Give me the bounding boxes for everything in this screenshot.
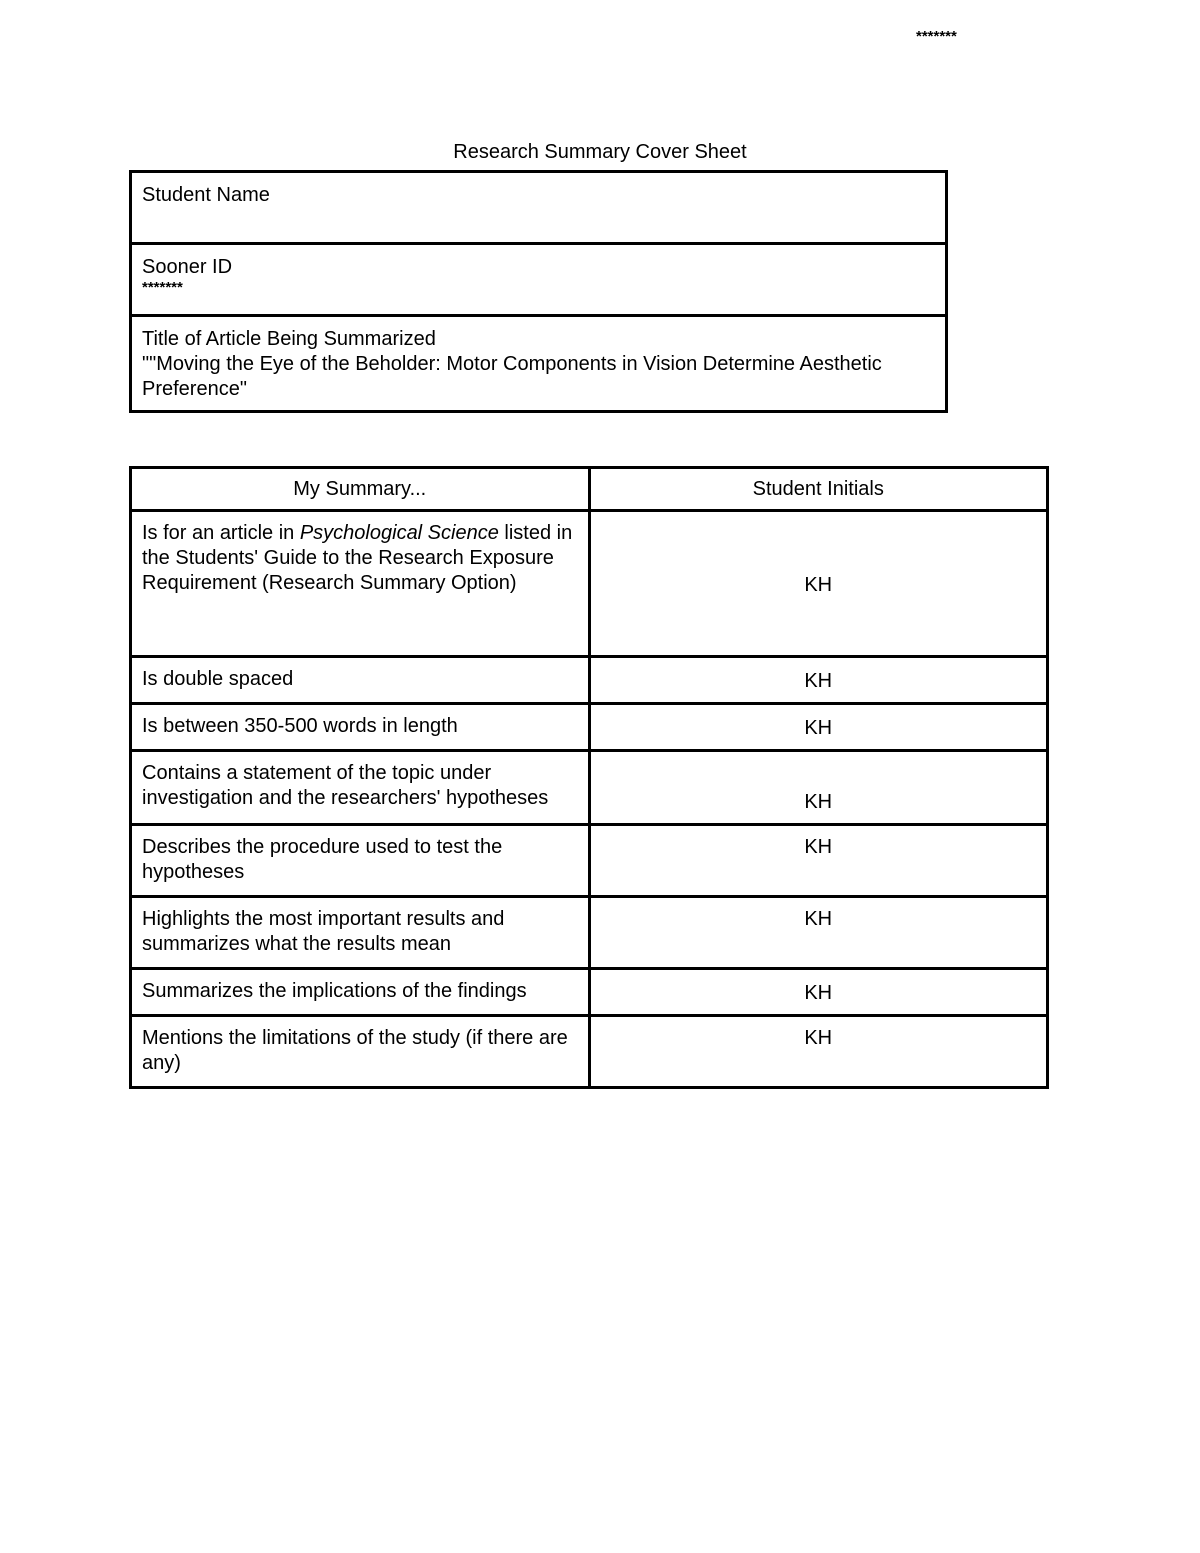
requirement-text <box>131 511 590 657</box>
journal-name: Psychological Science <box>299 522 499 544</box>
table-row <box>131 969 1048 1016</box>
student-initials: KH <box>589 657 1048 704</box>
requirement-text: Describes the procedure used to test the hypotheses <box>131 825 590 897</box>
sooner-id-value: ******* <box>142 279 183 296</box>
article-title-label: Title of Article Being Summarized <box>142 328 436 350</box>
student-initials: KH <box>589 897 1048 969</box>
table-row <box>131 751 1048 825</box>
sooner-id-cell <box>131 244 947 316</box>
article-title-row <box>131 316 947 412</box>
column-header-summary: My Summary... <box>131 468 590 511</box>
column-header-initials: Student Initials <box>589 468 1048 511</box>
sooner-id-row <box>131 244 947 316</box>
student-initials: KH <box>589 1016 1048 1088</box>
student-initials: KH <box>589 825 1048 897</box>
table-row <box>131 825 1048 897</box>
table-row <box>131 511 1048 657</box>
student-name-label: Student Name <box>142 184 270 206</box>
student-initials: KH <box>589 704 1048 751</box>
requirement-text: Highlights the most important results and summarizes what the results mean <box>131 897 590 969</box>
page-title: Research Summary Cover Sheet <box>453 141 747 163</box>
student-initials: KH <box>589 969 1048 1016</box>
article-title-cell <box>131 316 947 412</box>
requirement-text: Is between 350-500 words in length <box>131 704 590 751</box>
requirement-text: Is double spaced <box>131 657 590 704</box>
requirement-text: Contains a statement of the topic under investigation and the researchers' hypotheses <box>131 751 590 825</box>
header-redacted-id: ******* <box>916 28 957 45</box>
table-row <box>131 897 1048 969</box>
requirement-text: Mentions the limitations of the study (if there are any) <box>131 1016 590 1088</box>
student-name-row <box>131 172 947 244</box>
requirement-text: Summarizes the implications of the findings <box>131 969 590 1016</box>
requirement-prefix: Is for an article in <box>142 522 300 544</box>
checklist-header-row <box>131 468 1048 511</box>
article-title-value: ""Moving the Eye of the Beholder: Motor Components in Vision Determine Aesthetic Preference" <box>142 353 882 400</box>
cover-info-table <box>129 170 948 413</box>
table-row <box>131 657 1048 704</box>
student-initials: KH <box>589 751 1048 825</box>
student-initials: KH <box>589 511 1048 657</box>
student-name-cell <box>131 172 947 244</box>
table-row <box>131 1016 1048 1088</box>
sooner-id-label: Sooner ID <box>142 256 233 278</box>
table-row <box>131 704 1048 751</box>
requirement-suffix: listed in the Students' Guide to the Research Exposure Requirement (Research Summary Option) <box>142 522 573 594</box>
summary-checklist-table <box>129 466 1049 1089</box>
